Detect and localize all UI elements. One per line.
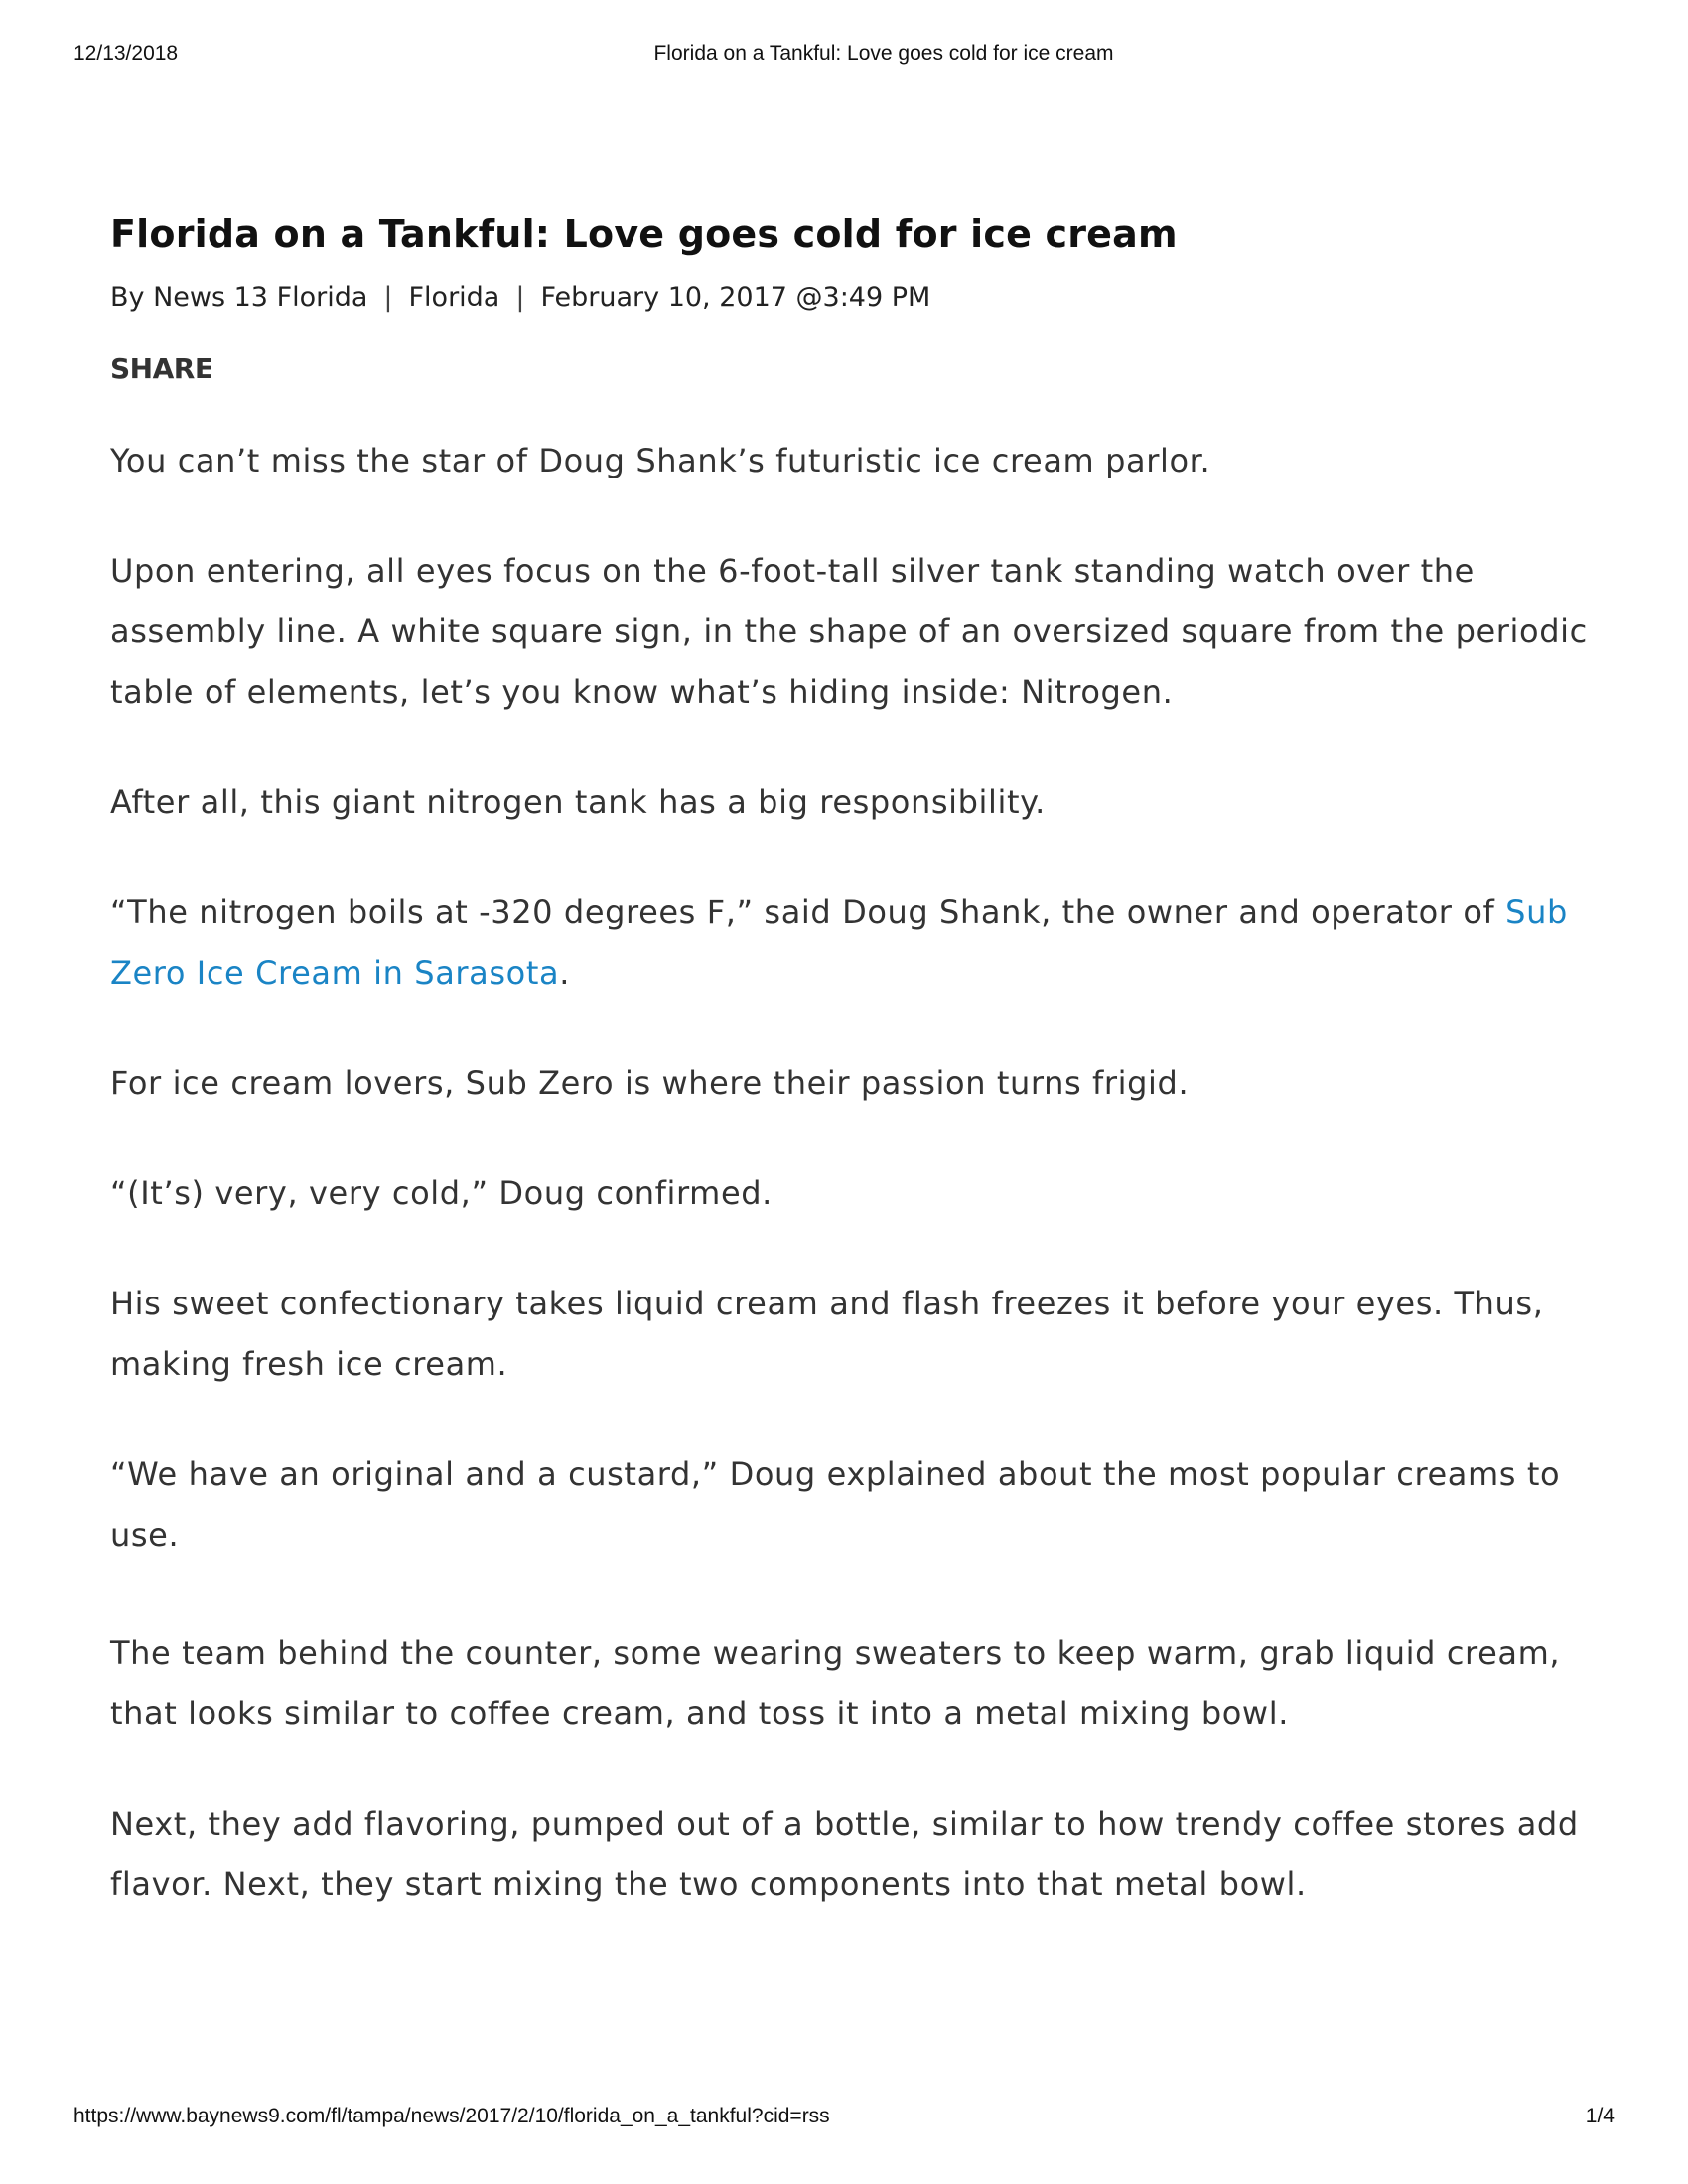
byline-section[interactable]: Florida [408, 282, 500, 313]
byline-author[interactable]: By News 13 Florida [110, 282, 368, 313]
paragraph: For ice cream lovers, Sub Zero is where their passion turns frigid. [110, 1064, 1190, 1102]
paragraph: You can’t miss the star of Doug Shank’s futuristic ice cream parlor. [110, 442, 1211, 479]
paragraph: “We have an original and a custard,” Doug explained about the most popular creams to use. [110, 1455, 1561, 1554]
byline [110, 278, 1600, 318]
byline-separator: | [515, 282, 525, 313]
print-date: 12/13/2018 [73, 42, 179, 65]
sub-zero-link[interactable]: Sub Zero Ice Cream in Sarasota [110, 893, 1568, 992]
print-footer [73, 2105, 1615, 2134]
byline-separator: | [383, 282, 393, 313]
article-body [110, 431, 1600, 1915]
share-button[interactable]: SHARE [110, 352, 213, 385]
page-number: 1/4 [1585, 2105, 1615, 2127]
paragraph: Next, they add flavoring, pumped out of a bottle, similar to how trendy coffee stores add flavor. Next, they start mixing the two components into that metal bowl. [110, 1805, 1579, 1903]
paragraph: The team behind the counter, some wearing sweaters to keep warm, grab liquid cream, that looks similar to coffee cream, and toss it into a metal mixing bowl. [110, 1634, 1561, 1732]
paragraph: “(It’s) very, very cold,” Doug confirmed. [110, 1174, 773, 1212]
paragraph-with-link [110, 883, 1610, 1004]
paragraph: Upon entering, all eyes focus on the 6-foot-tall silver tank standing watch over the assembly line. A white square sign, in the shape of an oversized square from the periodic table of elements, let’s you know what’s hiding inside: Nitrogen. [110, 552, 1588, 711]
print-page-title: Florida on a Tankful: Love goes cold for ice cream [653, 42, 1114, 65]
print-header [73, 42, 1615, 71]
print-url: https://www.baynews9.com/fl/tampa/news/2017/2/10/florida_on_a_tankful?cid=rss [73, 2105, 830, 2127]
quote-end: . [559, 954, 570, 992]
quote-text: “The nitrogen boils at -320 degrees F,” said Doug Shank, the owner and operator of [110, 893, 1506, 931]
byline-date: February 10, 2017 @3:49 PM [540, 282, 931, 313]
paragraph: His sweet confectionary takes liquid cream and flash freezes it before your eyes. Thus, making fresh ice cream. [110, 1285, 1544, 1383]
article [110, 208, 1600, 1965]
paragraph: After all, this giant nitrogen tank has a big responsibility. [110, 783, 1046, 821]
article-headline: Florida on a Tankful: Love goes cold for ice cream [110, 212, 1178, 256]
